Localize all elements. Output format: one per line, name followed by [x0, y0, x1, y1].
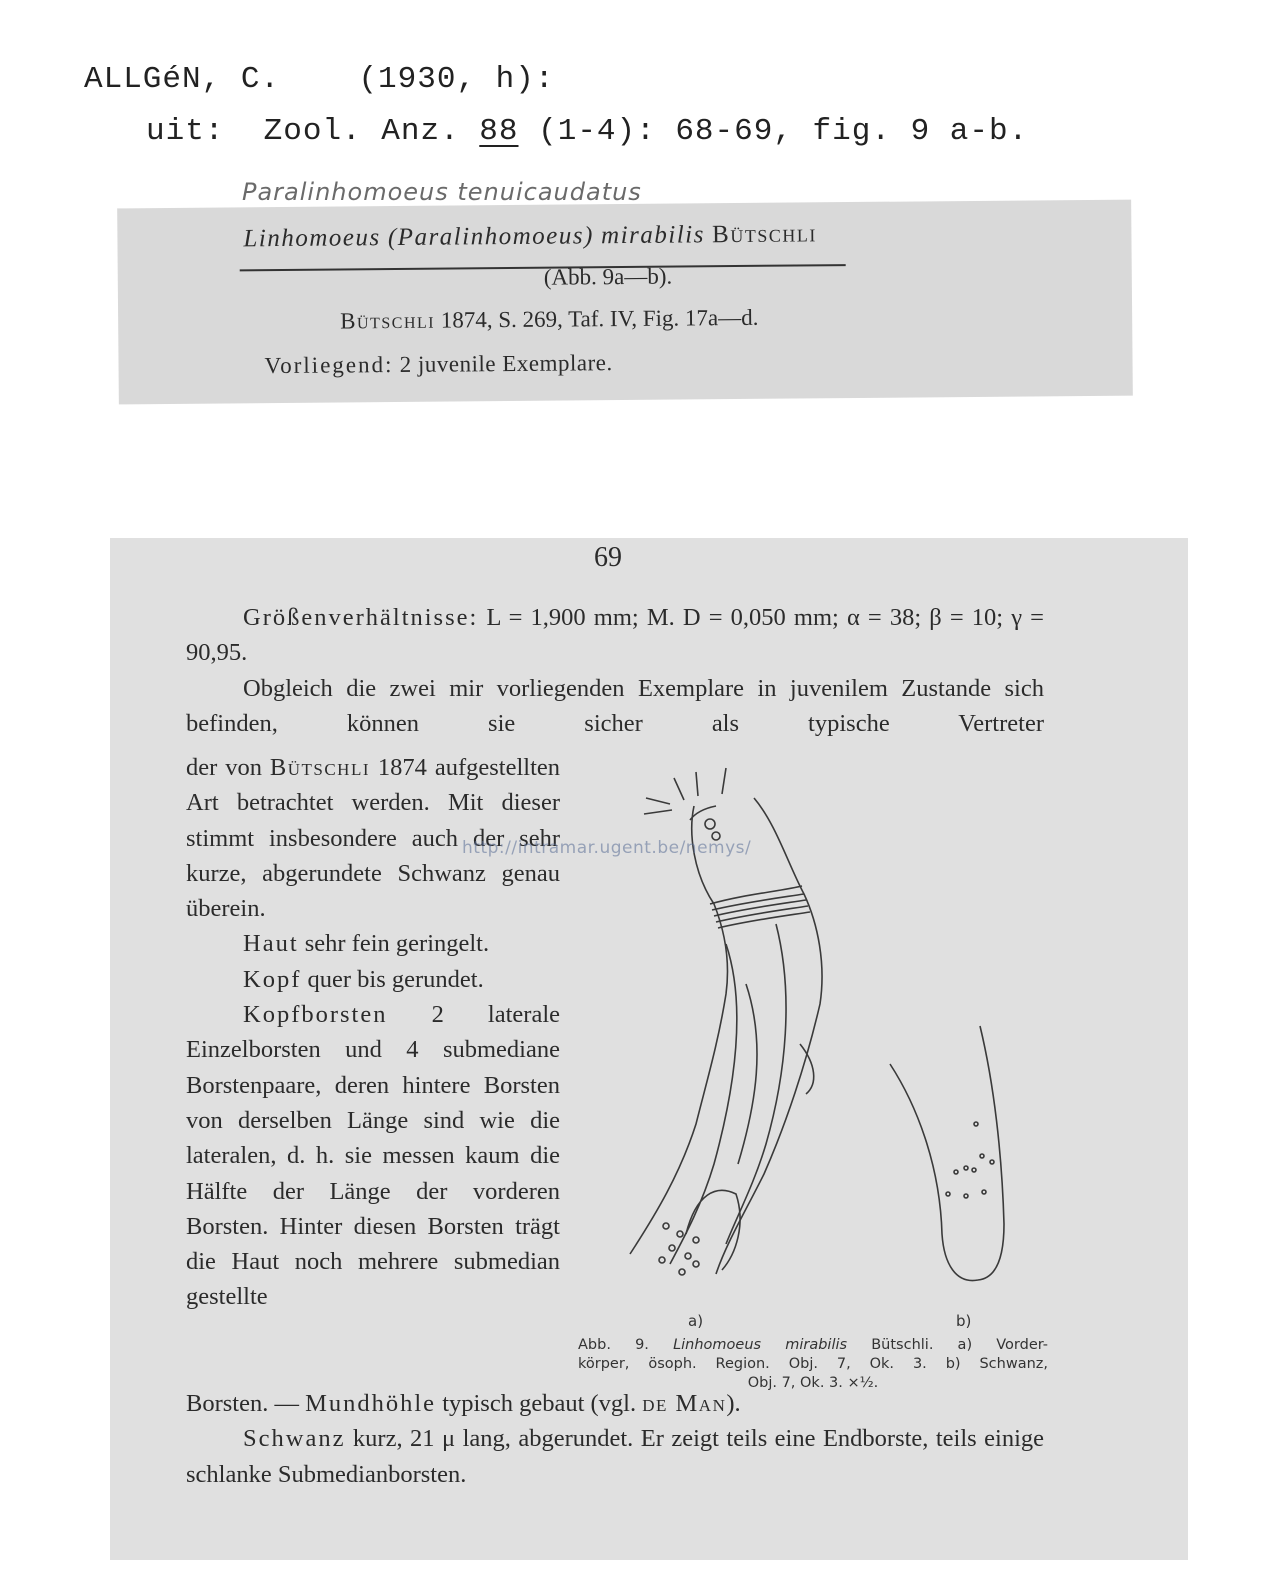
watermark-url: http://intramar.ugent.be/nemys/: [462, 838, 752, 858]
caption-species: Linhomoeus mirabilis: [673, 1337, 848, 1353]
bottom-text-c: ).: [726, 1390, 741, 1417]
schwanz-text: kurz, 21 μ lang, abgerundet. Er zeigt teils eine Endborste, teils einige schlanke Submedianborsten.: [186, 1425, 1045, 1488]
size-label: Größenverhältnisse:: [243, 604, 479, 631]
subgenus-name: (Paralinhomoeus): [387, 222, 594, 252]
ratio-values: α = 38; β = 10; γ = 90,95.: [186, 604, 1044, 667]
genus-name: Linhomoeus: [243, 224, 381, 253]
page-number: 69: [594, 542, 622, 573]
intro-continuation-b: 1874 aufgestellten Art betrachtet werden. Mit dieser stimmt insbesondere auch der sehr kurze, abgerundete Schwanz genau überein.: [186, 754, 561, 923]
handwritten-species-name: Paralinhomoeus tenuicaudatus: [242, 178, 642, 206]
clipping-page-68: [117, 200, 1133, 405]
kopfborsten-text: 2 laterale Einzelborsten und 4 submediane Borstenpaare, deren hintere Borsten von derselben Länge sind wie die lateralen, d. h. sie messen kaum die Hälfte der Länge der vorderen Borsten. Hinter diesen Borsten trägt die Haut noch mehrere submedian gestellte: [186, 1001, 560, 1311]
kopf-label: Kopf: [243, 965, 302, 993]
card-author-line: [84, 62, 554, 97]
reference-text: 1874, S. 269, Taf. IV, Fig. 17a—d.: [440, 304, 759, 333]
clipping-page-69: [110, 538, 1188, 1560]
paragraph-intro-top: [186, 671, 1044, 742]
figure-caption: [578, 1336, 1048, 1393]
caption-line2: körper, ösoph. Region. Obj. 7, Ok. 3. b) Schwanz,: [578, 1356, 1048, 1372]
species-title: [243, 220, 817, 253]
figure-label-a: a): [688, 1312, 704, 1330]
bottom-author: de Man: [642, 1390, 727, 1417]
card-author: ALLGéN, C.: [84, 62, 281, 97]
size-values: L = 1,900 mm; M. D = 0,050 mm;: [486, 604, 839, 631]
mundhoehle-label: Mundhöhle: [305, 1390, 437, 1417]
schwanz-label: Schwanz: [243, 1425, 346, 1453]
caption-prefix: Abb. 9.: [578, 1337, 649, 1353]
card-volume: 88: [479, 114, 519, 149]
card-source-prefix: uit:: [146, 114, 225, 149]
paragraph-bottom: [186, 1386, 1044, 1492]
bottom-text-a: Borsten. —: [186, 1390, 299, 1417]
haut-text: sehr fein geringelt.: [304, 930, 490, 958]
material-text: 2 juvenile Exemplare.: [399, 350, 613, 377]
narrow-text-column: [186, 750, 560, 1315]
reference-author: Bütschli: [340, 307, 436, 334]
kopf-text: quer bis gerundet.: [307, 965, 484, 993]
species-epithet: mirabilis: [600, 221, 705, 250]
haut-label: Haut: [243, 930, 299, 958]
species-authority: Bütschli: [712, 220, 817, 249]
figure-9b-tail: [890, 1026, 1004, 1281]
measurements-paragraph: [186, 600, 1044, 671]
caption-line3: Obj. 7, Ok. 3. ×½.: [747, 1375, 879, 1391]
literature-reference: [340, 305, 759, 335]
intro-full-width-text: Obgleich die zwei mir vorliegenden Exemplare in juvenilem Zustande sich befinden, können sie sicher als typische Vertreter: [186, 675, 1044, 738]
kopfborsten-label: Kopfborsten: [243, 1001, 388, 1029]
card-source-line: [146, 114, 1028, 149]
card-journal: Zool. Anz.: [263, 114, 460, 149]
bottom-text-b: typisch gebaut (vgl.: [442, 1390, 637, 1417]
figure-label-b: b): [956, 1312, 972, 1330]
material-label: Vorliegend:: [264, 352, 394, 379]
intro-continuation-a: der von: [186, 754, 262, 781]
intro-author: Bütschli: [269, 754, 370, 781]
card-year: (1930, h):: [358, 62, 555, 97]
material-line: [264, 350, 612, 379]
caption-line1: Bütschli. a) Vorder-: [871, 1337, 1049, 1353]
card-issue-pages: (1-4): 68-69, fig. 9 a-b.: [538, 114, 1029, 149]
figure-reference: (Abb. 9a—b).: [543, 263, 673, 290]
